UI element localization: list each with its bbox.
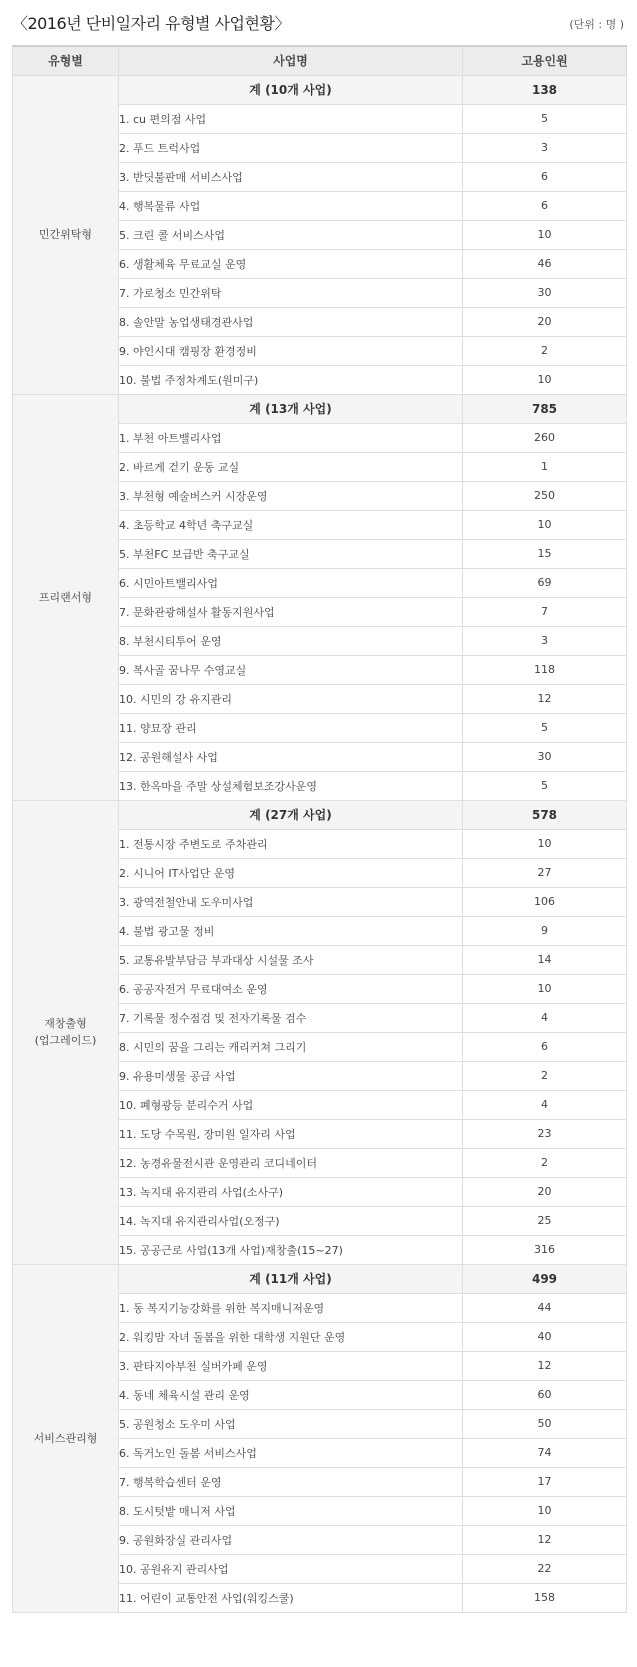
project-name: 7. 행복학습센터 운영 bbox=[119, 1467, 463, 1496]
employment-count: 158 bbox=[463, 1583, 627, 1612]
project-name: 2. 워킹맘 자녀 돌봄을 위한 대학생 지원단 운영 bbox=[119, 1322, 463, 1351]
table-header-row bbox=[13, 46, 627, 75]
project-name: 6. 생활체육 무료교실 운영 bbox=[119, 249, 463, 278]
employment-count: 27 bbox=[463, 858, 627, 887]
subtotal-label: 계 (11개 사업) bbox=[119, 1264, 463, 1293]
project-name: 9. 공원화장실 관리사업 bbox=[119, 1525, 463, 1554]
employment-count: 3 bbox=[463, 133, 627, 162]
employment-count: 15 bbox=[463, 539, 627, 568]
employment-count: 17 bbox=[463, 1467, 627, 1496]
employment-count: 10 bbox=[463, 974, 627, 1003]
project-name: 12. 농경유물전시관 운영관리 코디네이터 bbox=[119, 1148, 463, 1177]
employment-count: 5 bbox=[463, 771, 627, 800]
employment-count: 14 bbox=[463, 945, 627, 974]
project-name: 3. 반딧불판매 서비스사업 bbox=[119, 162, 463, 191]
title-bar bbox=[12, 12, 626, 34]
category-name: 서비스관리형 bbox=[33, 1431, 98, 1445]
employment-count: 46 bbox=[463, 249, 627, 278]
employment-count: 60 bbox=[463, 1380, 627, 1409]
employment-count: 23 bbox=[463, 1119, 627, 1148]
employment-count: 3 bbox=[463, 626, 627, 655]
project-name: 2. 푸드 트럭사업 bbox=[119, 133, 463, 162]
employment-count: 10 bbox=[463, 365, 627, 394]
subtotal-row bbox=[13, 1264, 627, 1293]
project-name: 9. 복사골 꿈나무 수영교실 bbox=[119, 655, 463, 684]
employment-count: 69 bbox=[463, 568, 627, 597]
subtotal-label: 계 (10개 사업) bbox=[119, 75, 463, 104]
project-name: 13. 한옥마을 주말 상설체험보조강사운영 bbox=[119, 771, 463, 800]
project-name: 1. 동 복지기능강화를 위한 복지매니저운영 bbox=[119, 1293, 463, 1322]
employment-count: 12 bbox=[463, 684, 627, 713]
subtotal-label: 계 (27개 사업) bbox=[119, 800, 463, 829]
employment-count: 7 bbox=[463, 597, 627, 626]
project-name: 2. 시니어 IT사업단 운영 bbox=[119, 858, 463, 887]
employment-count: 5 bbox=[463, 713, 627, 742]
employment-count: 2 bbox=[463, 1148, 627, 1177]
employment-count: 10 bbox=[463, 1496, 627, 1525]
project-name: 5. 교통유발부담금 부과대상 시설물 조사 bbox=[119, 945, 463, 974]
project-name: 1. cu 편의점 사업 bbox=[119, 104, 463, 133]
jobs-table bbox=[12, 45, 627, 1613]
project-name: 8. 도시텃밭 매니저 사업 bbox=[119, 1496, 463, 1525]
employment-count: 4 bbox=[463, 1090, 627, 1119]
employment-count: 260 bbox=[463, 423, 627, 452]
project-name: 6. 시민아트밸리사업 bbox=[119, 568, 463, 597]
subtotal-label: 계 (13개 사업) bbox=[119, 394, 463, 423]
employment-count: 2 bbox=[463, 1061, 627, 1090]
subtotal-row bbox=[13, 75, 627, 104]
employment-count: 10 bbox=[463, 220, 627, 249]
project-name: 8. 시민의 꿈을 그리는 캐리커쳐 그리기 bbox=[119, 1032, 463, 1061]
employment-count: 4 bbox=[463, 1003, 627, 1032]
project-name: 4. 초등학교 4학년 축구교실 bbox=[119, 510, 463, 539]
project-name: 5. 크린 콜 서비스사업 bbox=[119, 220, 463, 249]
table-body bbox=[13, 75, 627, 1612]
project-name: 4. 동네 체육시설 관리 운영 bbox=[119, 1380, 463, 1409]
project-name: 11. 양묘장 관리 bbox=[119, 713, 463, 742]
project-name: 4. 불법 광고물 정비 bbox=[119, 916, 463, 945]
category-cell bbox=[13, 394, 119, 800]
employment-count: 106 bbox=[463, 887, 627, 916]
project-name: 3. 광역전철안내 도우미사업 bbox=[119, 887, 463, 916]
employment-count: 74 bbox=[463, 1438, 627, 1467]
subtotal-row bbox=[13, 800, 627, 829]
category-cell bbox=[13, 75, 119, 394]
employment-count: 2 bbox=[463, 336, 627, 365]
category-name: 프리랜서형 bbox=[38, 590, 93, 604]
project-name: 11. 어린이 교통안전 사업(워킹스쿨) bbox=[119, 1583, 463, 1612]
project-name: 10. 불법 주정차계도(원미구) bbox=[119, 365, 463, 394]
project-name: 4. 행복물류 사업 bbox=[119, 191, 463, 220]
employment-count: 12 bbox=[463, 1525, 627, 1554]
employment-count: 25 bbox=[463, 1206, 627, 1235]
category-cell bbox=[13, 800, 119, 1264]
employment-count: 20 bbox=[463, 307, 627, 336]
project-name: 8. 부천시티투어 운영 bbox=[119, 626, 463, 655]
project-name: 1. 전통시장 주변도로 주차관리 bbox=[119, 829, 463, 858]
employment-count: 6 bbox=[463, 1032, 627, 1061]
project-name: 9. 야인시대 캠핑장 환경정비 bbox=[119, 336, 463, 365]
page-title: 〈2016년 단비일자리 유형별 사업현황〉 bbox=[12, 14, 290, 33]
subtotal-value: 578 bbox=[463, 800, 627, 829]
employment-count: 118 bbox=[463, 655, 627, 684]
employment-count: 9 bbox=[463, 916, 627, 945]
project-name: 10. 시민의 강 유지관리 bbox=[119, 684, 463, 713]
header-type: 유형별 bbox=[13, 46, 119, 75]
project-name: 12. 공원해설사 사업 bbox=[119, 742, 463, 771]
employment-count: 50 bbox=[463, 1409, 627, 1438]
project-name: 11. 도당 수목원, 장미원 일자리 사업 bbox=[119, 1119, 463, 1148]
employment-count: 12 bbox=[463, 1351, 627, 1380]
category-name: 민간위탁형 bbox=[38, 228, 93, 241]
project-name: 2. 바르게 걷기 운동 교실 bbox=[119, 452, 463, 481]
project-name: 6. 공공자전거 무료대여소 운영 bbox=[119, 974, 463, 1003]
project-name: 5. 부천FC 보급반 축구교실 bbox=[119, 539, 463, 568]
project-name: 5. 공원청소 도우미 사업 bbox=[119, 1409, 463, 1438]
category-name: 재창출형 bbox=[44, 1017, 87, 1030]
project-name: 14. 녹지대 유지관리사업(오정구) bbox=[119, 1206, 463, 1235]
employment-count: 316 bbox=[463, 1235, 627, 1264]
category-cell bbox=[13, 1264, 119, 1612]
project-name: 7. 문화관광해설사 활동지원사업 bbox=[119, 597, 463, 626]
employment-count: 20 bbox=[463, 1177, 627, 1206]
employment-count: 6 bbox=[463, 162, 627, 191]
project-name: 6. 독거노인 돌봄 서비스사업 bbox=[119, 1438, 463, 1467]
project-name: 15. 공공근로 사업(13개 사업)재창출(15~27) bbox=[119, 1235, 463, 1264]
subtotal-row bbox=[13, 394, 627, 423]
project-name: 9. 유용미생물 공급 사업 bbox=[119, 1061, 463, 1090]
employment-count: 6 bbox=[463, 191, 627, 220]
project-name: 7. 기록물 정수점검 및 전자기록물 검수 bbox=[119, 1003, 463, 1032]
project-name: 1. 부천 아트밸리사업 bbox=[119, 423, 463, 452]
unit-note: (단위 : 명 ) bbox=[569, 18, 624, 31]
employment-count: 22 bbox=[463, 1554, 627, 1583]
employment-count: 1 bbox=[463, 452, 627, 481]
subtotal-value: 785 bbox=[463, 394, 627, 423]
project-name: 7. 가로청소 민간위탁 bbox=[119, 278, 463, 307]
category-name-sub: (업그레이드) bbox=[34, 1034, 97, 1047]
employment-count: 30 bbox=[463, 742, 627, 771]
project-name: 8. 솔안말 농업생태경관사업 bbox=[119, 307, 463, 336]
project-name: 3. 부천형 예술버스커 시장운영 bbox=[119, 481, 463, 510]
project-name: 13. 녹지대 유지관리 사업(소사구) bbox=[119, 1177, 463, 1206]
project-name: 10. 폐형광등 분리수거 사업 bbox=[119, 1090, 463, 1119]
employment-count: 30 bbox=[463, 278, 627, 307]
employment-count: 250 bbox=[463, 481, 627, 510]
employment-count: 44 bbox=[463, 1293, 627, 1322]
employment-count: 10 bbox=[463, 829, 627, 858]
subtotal-value: 499 bbox=[463, 1264, 627, 1293]
header-employment: 고용인원 bbox=[463, 46, 627, 75]
employment-count: 5 bbox=[463, 104, 627, 133]
header-project: 사업명 bbox=[119, 46, 463, 75]
project-name: 10. 공원유지 관리사업 bbox=[119, 1554, 463, 1583]
subtotal-value: 138 bbox=[463, 75, 627, 104]
employment-count: 10 bbox=[463, 510, 627, 539]
employment-count: 40 bbox=[463, 1322, 627, 1351]
project-name: 3. 판타지아부천 실버카페 운영 bbox=[119, 1351, 463, 1380]
